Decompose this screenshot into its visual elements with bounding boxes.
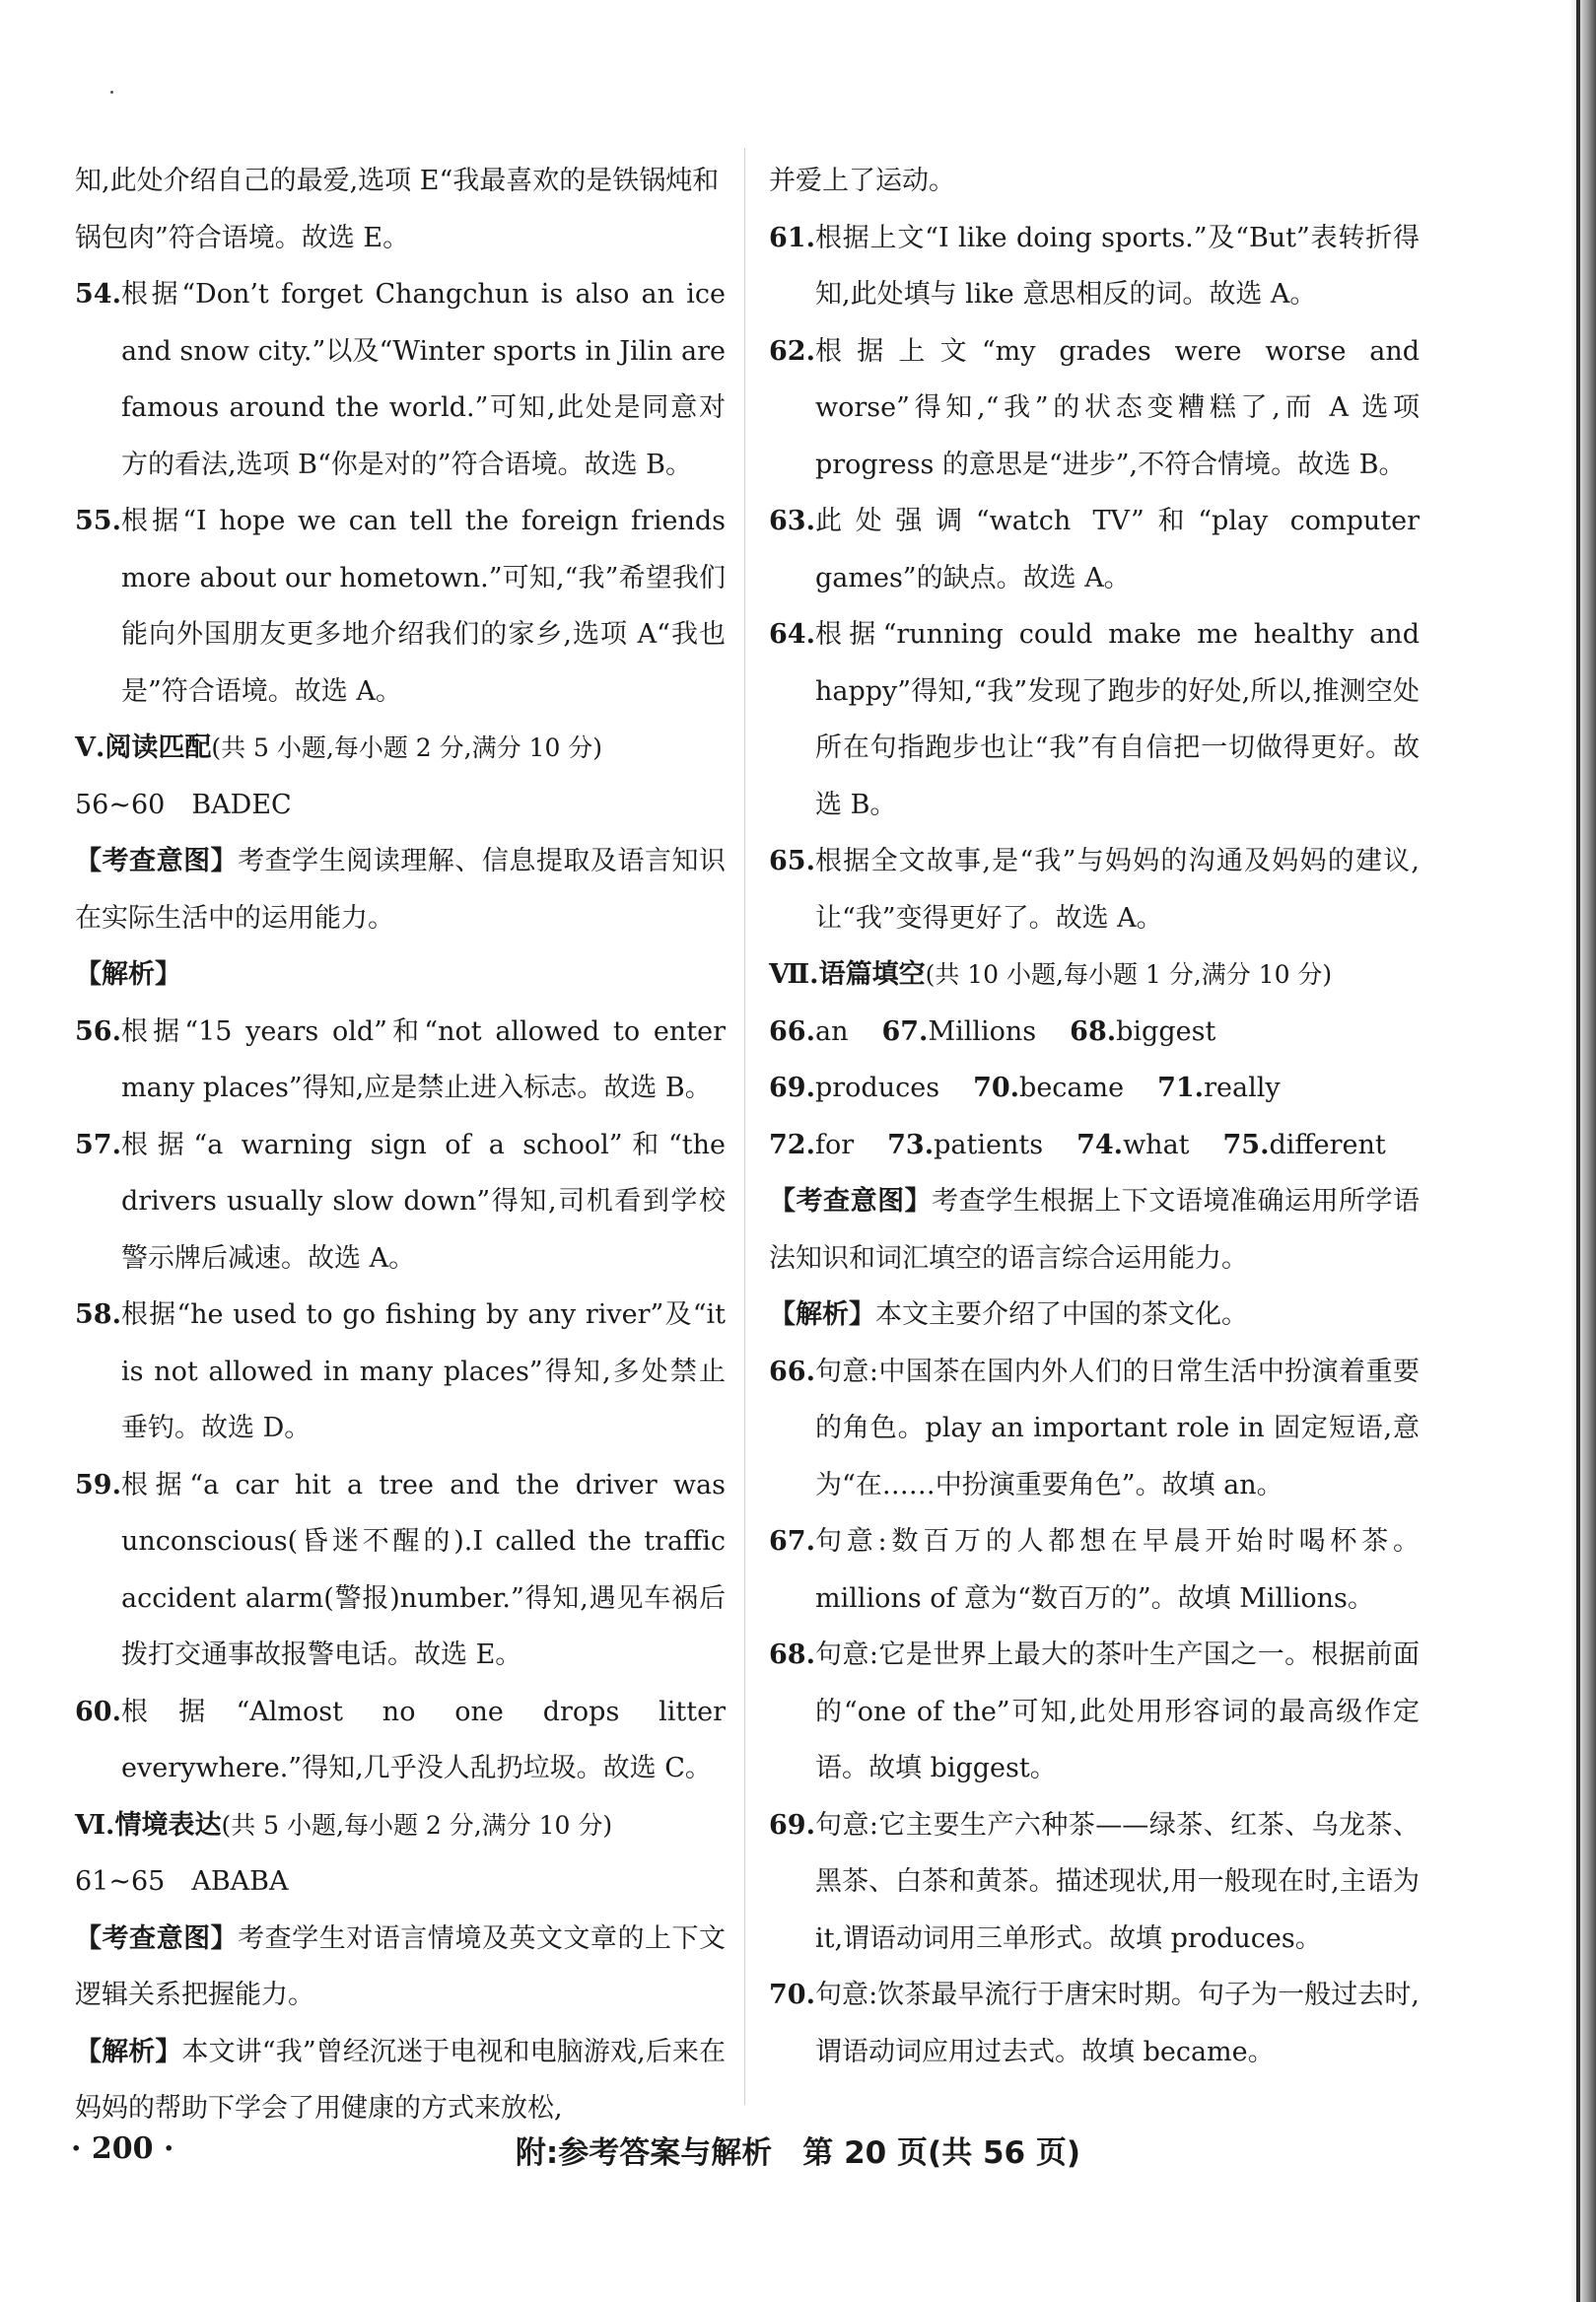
section-title: Ⅶ.语篇填空 bbox=[769, 959, 926, 990]
answer-word: really bbox=[1204, 1073, 1281, 1103]
question-number: 58. bbox=[75, 1299, 121, 1330]
tagged-paragraph bbox=[75, 833, 726, 946]
explanation-text: 句意:中国茶在国内外人们的日常生活中扮演着重要的角色。play an important role in 固定短语,意为“在……中扮演重要角色”。故填 an。 bbox=[814, 1356, 1420, 1500]
question-number: 57. bbox=[75, 1129, 121, 1160]
answer-word: Millions bbox=[928, 1015, 1037, 1047]
answer-word: what bbox=[1123, 1129, 1190, 1160]
paragraph-tag: 【考查意图】 bbox=[75, 846, 239, 876]
paragraph-tag: 【考查意图】 bbox=[769, 1186, 933, 1217]
explanation-text: 根据全文故事,是“我”与妈妈的沟通及妈妈的建议,让“我”变得更好了。故选 A。 bbox=[814, 846, 1420, 934]
explanation-text: 句意:数百万的人都想在早晨开始时喝杯茶。millions of 意为“数百万的”。故填 Millions。 bbox=[814, 1526, 1420, 1614]
explanation-text: 句意:饮茶最早流行于唐宋时期。句子为一般过去时,谓语动词应用过去式。故填 became。 bbox=[814, 1980, 1420, 2067]
answer-explanation-item bbox=[75, 1287, 726, 1457]
question-number: 69. bbox=[769, 1809, 815, 1841]
answer-number: 75. bbox=[1222, 1129, 1270, 1160]
answer-number: 68. bbox=[1070, 1015, 1117, 1047]
answer-explanation-item bbox=[769, 1967, 1420, 2080]
tagged-paragraph bbox=[75, 946, 726, 1004]
explanation-text: 句意:它是世界上最大的茶叶生产国之一。根据前面的“one of the”可知,此处用形容词的最高级作定语。故填 biggest。 bbox=[814, 1639, 1420, 1783]
paragraph-text: 考查学生对语言情境及英文文章的上下文逻辑关系把握能力。 bbox=[75, 1922, 727, 2010]
answer-word: became bbox=[1019, 1073, 1125, 1103]
paragraph-tag: 【解析】 bbox=[769, 1299, 875, 1330]
explanation-text: 根据上文“I like doing sports.”及“But”表转折得知,此处填与 like 意思相反的词。故选 A。 bbox=[814, 222, 1420, 310]
fill-in-answer bbox=[1070, 1004, 1215, 1061]
fill-in-answer-list bbox=[769, 1004, 1420, 1174]
section-scoring-note: (共 5 小题,每小题 2 分,满分 10 分) bbox=[221, 1810, 613, 1840]
answer-number: 72. bbox=[769, 1129, 815, 1160]
section-title: Ⅵ.情境表达 bbox=[75, 1809, 222, 1841]
question-number: 70. bbox=[769, 1980, 815, 2010]
explanation-text: 根据“15 years old”和“not allowed to enter many places”得知,应是禁止进入标志。故选 B。 bbox=[120, 1015, 726, 1103]
explanation-text: 根据“a car hit a tree and the driver was unconscious(昏迷不醒的).I called the traffic accident alarm(警报)number.”得知,遇见车祸后拨打交通事故报警电话。故选 E。 bbox=[120, 1469, 726, 1670]
tagged-paragraph bbox=[75, 2024, 726, 2137]
fill-in-answer bbox=[973, 1060, 1124, 1117]
right-column bbox=[769, 153, 1420, 2080]
answer-explanation-item bbox=[75, 1684, 726, 1797]
fill-in-answer bbox=[881, 1004, 1036, 1061]
paragraph-text: 本文主要介绍了中国的茶文化。 bbox=[875, 1299, 1248, 1330]
answer-explanation-item bbox=[769, 1797, 1420, 1968]
question-number: 68. bbox=[769, 1639, 815, 1670]
paragraph-text: 考查学生阅读理解、信息提取及语言知识在实际生活中的运用能力。 bbox=[75, 846, 727, 934]
section-title: Ⅴ.阅读匹配 bbox=[75, 732, 212, 763]
paragraph-tag: 【解析】 bbox=[75, 959, 181, 990]
explanation-text: 句意:它主要生产六种茶——绿茶、红茶、乌龙茶、黑茶、白茶和黄茶。描述现状,用一般现在时,主语为 it,谓语动词用三单形式。故填 produces。 bbox=[814, 1809, 1420, 1954]
continuation-text: 并爱上了运动。 bbox=[769, 166, 955, 196]
tagged-paragraph bbox=[769, 1287, 1420, 1344]
section-scoring-note: (共 5 小题,每小题 2 分,满分 10 分) bbox=[211, 733, 603, 762]
answer-explanation-item bbox=[769, 1344, 1420, 1514]
question-number: 59. bbox=[75, 1469, 121, 1500]
answer-number: 66. bbox=[769, 1015, 815, 1047]
explanation-text: 根据“I hope we can tell the foreign friends more about our hometown.”可知,“我”希望我们能向外国朋友更多地介绍我们的家乡,选项 A“我也是”符合语境。故选 A。 bbox=[120, 506, 726, 707]
question-number: 67. bbox=[769, 1526, 815, 1557]
paragraph-tag: 【考查意图】 bbox=[75, 1922, 239, 1954]
section-heading bbox=[75, 720, 726, 777]
fill-in-answer bbox=[769, 1004, 848, 1061]
question-number: 63. bbox=[769, 506, 815, 536]
answer-number: 69. bbox=[769, 1073, 815, 1103]
question-number: 62. bbox=[769, 335, 815, 367]
section-heading bbox=[75, 1797, 726, 1854]
fill-in-answer bbox=[1157, 1060, 1281, 1117]
fill-in-answer bbox=[769, 1060, 939, 1117]
scan-speck bbox=[110, 91, 113, 94]
fill-in-answer bbox=[1076, 1117, 1189, 1174]
answer-number: 70. bbox=[973, 1073, 1020, 1103]
explanation-text: 根据“Don’t forget Changchun is also an ice and snow city.”以及“Winter sports in Jilin are famous around the world.”可知,此处是同意对方的看法,选项 B“你是对的”符合语境。故选 B。 bbox=[120, 279, 726, 480]
paragraph-tag: 【解析】 bbox=[75, 2036, 182, 2067]
section-heading bbox=[769, 946, 1420, 1004]
fill-in-answer bbox=[769, 1117, 854, 1174]
question-number: 56. bbox=[75, 1015, 121, 1047]
question-number: 60. bbox=[75, 1696, 121, 1727]
question-number: 66. bbox=[769, 1356, 815, 1387]
fill-in-answer bbox=[887, 1117, 1043, 1174]
continuation-text: 知,此处介绍自己的最爱,选项 E“我最喜欢的是铁锅炖和锅包肉”符合语境。故选 E。 bbox=[75, 166, 720, 253]
fill-in-answer bbox=[1223, 1117, 1386, 1174]
paragraph-text: 本文讲“我”曾经沉迷于电视和电脑游戏,后来在妈妈的帮助下学会了用健康的方式来放松, bbox=[75, 2036, 726, 2124]
answer-explanation-item bbox=[769, 493, 1420, 606]
answer-explanation-item bbox=[75, 1004, 726, 1117]
answer-explanation-item bbox=[769, 1513, 1420, 1627]
page-edge-shadow bbox=[1570, 0, 1596, 2302]
page-edge-line bbox=[1576, 0, 1580, 2302]
tagged-paragraph bbox=[75, 1911, 726, 2024]
answer-word: biggest bbox=[1116, 1015, 1216, 1047]
answer-explanation-item bbox=[769, 210, 1420, 323]
page-number: · 200 · bbox=[71, 2131, 174, 2166]
answer-explanation-item bbox=[75, 266, 726, 493]
answer-key-line: 56~60 BADEC bbox=[75, 789, 292, 820]
answer-number: 71. bbox=[1157, 1073, 1205, 1103]
answer-explanation-item bbox=[769, 1627, 1420, 1797]
section-scoring-note: (共 10 小题,每小题 1 分,满分 10 分) bbox=[925, 960, 1333, 989]
question-number: 65. bbox=[769, 846, 815, 876]
question-number: 61. bbox=[769, 222, 815, 253]
answer-word: for bbox=[814, 1129, 855, 1160]
answer-word: patients bbox=[934, 1129, 1044, 1160]
answer-explanation-item bbox=[769, 833, 1420, 946]
answer-explanation-item bbox=[769, 323, 1420, 494]
column-divider bbox=[744, 148, 745, 2105]
explanation-text: 根据“he used to go fishing by any river”及“it is not allowed in many places”得知,多处禁止垂钓。故选 D。 bbox=[120, 1299, 726, 1443]
explanation-text: 根据“running could make me healthy and happy”得知,“我”发现了跑步的好处,所以,推测空处所在句指跑步也让“我”有自信把一切做得更好。故选 B。 bbox=[814, 619, 1420, 820]
answer-explanation-item bbox=[75, 1117, 726, 1288]
question-number: 64. bbox=[769, 619, 815, 650]
answer-word: an bbox=[814, 1015, 849, 1047]
explanation-text: 根据“Almost no one drops litter everywhere.”得知,几乎没人乱扔垃圾。故选 C。 bbox=[120, 1696, 726, 1783]
answer-key-line: 61~65 ABABA bbox=[75, 1866, 289, 1897]
answer-explanation-item bbox=[75, 1457, 726, 1684]
explanation-text: 根据“a warning sign of a school”和“the drivers usually slow down”得知,司机看到学校警示牌后减速。故选 A。 bbox=[120, 1129, 726, 1274]
answer-explanation-item bbox=[75, 493, 726, 720]
question-number: 55. bbox=[75, 506, 121, 536]
answer-word: produces bbox=[814, 1073, 940, 1103]
question-number: 54. bbox=[75, 279, 121, 310]
footer-title: 附:参考答案与解析 第 20 页(共 56 页) bbox=[515, 2135, 1081, 2171]
answer-explanation-item bbox=[769, 606, 1420, 833]
explanation-text: 根据上文“my grades were worse and worse”得知,“我”的状态变糟糕了,而 A 选项 progress 的意思是“进步”,不符合情境。故选 B。 bbox=[814, 335, 1420, 480]
tagged-paragraph bbox=[769, 1173, 1420, 1287]
answer-number: 73. bbox=[887, 1129, 935, 1160]
paragraph-text: 考查学生根据上下文语境准确运用所学语法知识和词汇填空的语言综合运用能力。 bbox=[769, 1186, 1421, 1274]
left-column bbox=[75, 153, 726, 2137]
answer-word: different bbox=[1269, 1129, 1386, 1160]
answer-number: 74. bbox=[1076, 1129, 1124, 1160]
explanation-text: 此处强调“watch TV”和“play computer games”的缺点。故选 A。 bbox=[814, 506, 1420, 593]
answer-number: 67. bbox=[881, 1015, 929, 1047]
